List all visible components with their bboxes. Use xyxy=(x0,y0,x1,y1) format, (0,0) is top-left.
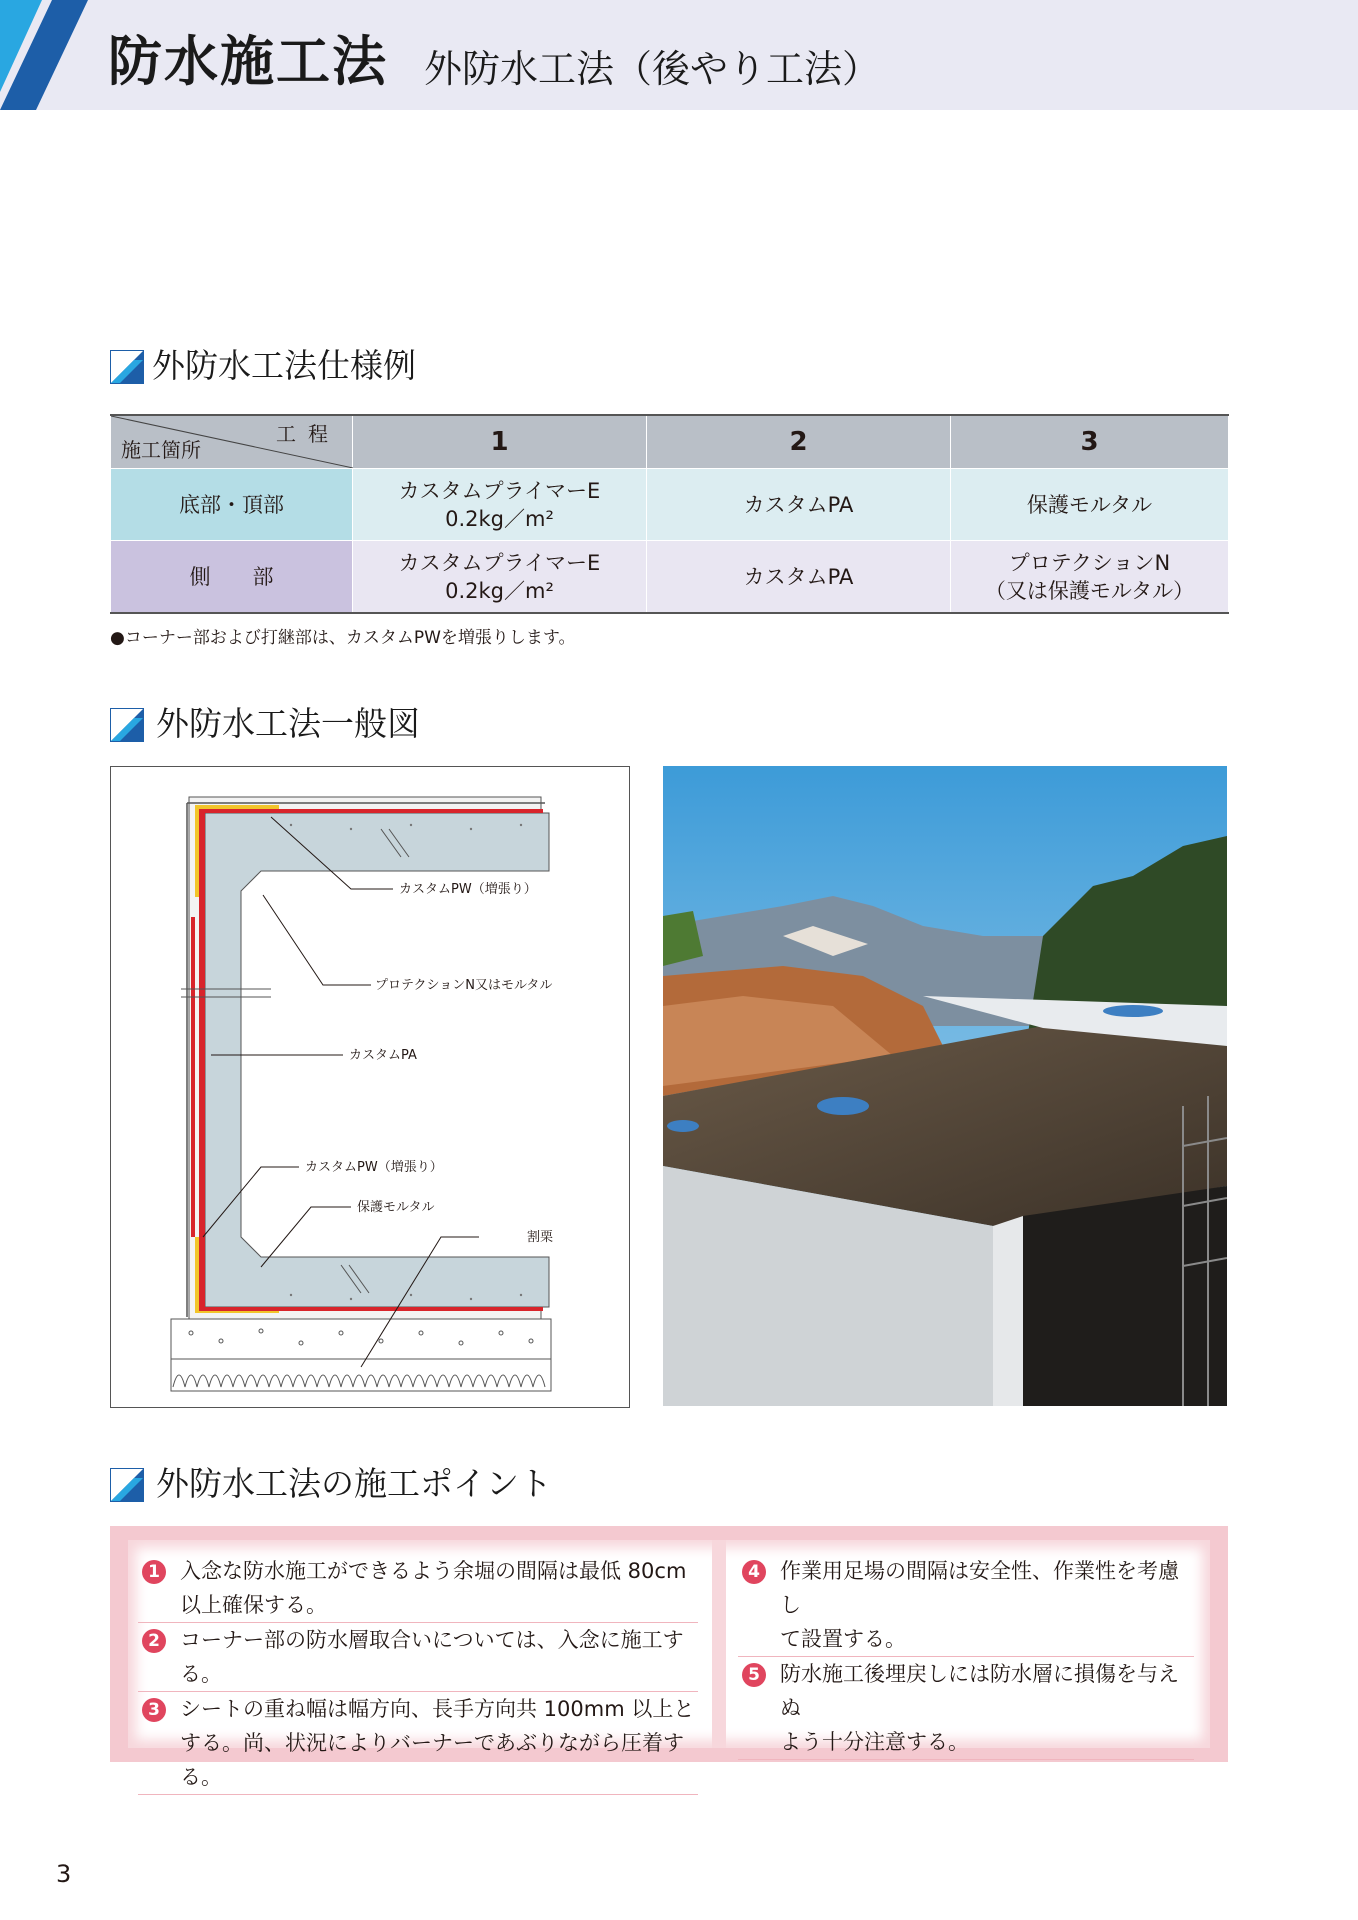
table-cell xyxy=(353,541,647,614)
spec-table xyxy=(110,414,1229,614)
page-title: 防水施工法 xyxy=(108,30,388,93)
table-header-row xyxy=(111,415,1229,469)
table-cell: カスタムPA xyxy=(647,469,951,541)
point-number-badge: 1 xyxy=(142,1560,166,1584)
table-row xyxy=(111,469,1229,541)
points-column-divider xyxy=(712,1540,726,1748)
section-title-spec: 外防水工法仕様例 xyxy=(152,346,416,385)
list-item xyxy=(138,1623,698,1692)
list-item xyxy=(138,1554,698,1623)
table-cell xyxy=(951,541,1229,614)
diagram-label-mortar: 保護モルタル xyxy=(357,1200,435,1215)
points-inner xyxy=(128,1540,1210,1789)
table-header-step-2: 2 xyxy=(647,415,951,469)
page-number: 3 xyxy=(56,1860,72,1888)
page-subtitle: 外防水工法（後やり工法） xyxy=(424,47,881,91)
cell-line: （又は保護モルタル） xyxy=(984,578,1195,603)
corner-label-location: 施工箇所 xyxy=(121,438,201,462)
cell-line: 0.2kg／m² xyxy=(445,506,554,531)
list-item xyxy=(738,1554,1194,1657)
diagram-label-pw-top: カスタムPW（増張り） xyxy=(399,882,537,897)
diagram-label-gravel: 割栗 xyxy=(527,1230,554,1245)
row-label: 底部・頂部 xyxy=(111,469,353,541)
cell-line: 0.2kg／m² xyxy=(445,578,554,603)
point-text: 入念な防水施工ができるよう余堀の間隔は最低 80cm xyxy=(180,1559,687,1583)
section-title-diagram: 外防水工法一般図 xyxy=(156,704,420,743)
section-marker-icon xyxy=(110,350,144,384)
cell-line: カスタムプライマーE xyxy=(398,478,601,503)
table-row xyxy=(111,541,1229,614)
construction-points-box xyxy=(110,1526,1228,1789)
points-column-right xyxy=(738,1554,1194,1760)
point-number-badge: 5 xyxy=(742,1663,766,1687)
page-header xyxy=(0,0,1358,110)
point-text: する。尚、状況によりバーナーであぶりながら圧着する。 xyxy=(180,1731,684,1789)
point-number-badge: 4 xyxy=(742,1560,766,1584)
list-item xyxy=(138,1692,698,1795)
point-text: コーナー部の防水層取合いについては、入念に施工する。 xyxy=(180,1628,684,1686)
diagram-label-protection: プロテクションN又はモルタル xyxy=(375,978,553,993)
list-item xyxy=(738,1657,1194,1760)
point-text: 以上確保する。 xyxy=(180,1593,327,1617)
section-title-points: 外防水工法の施工ポイント xyxy=(156,1464,552,1503)
corner-label-steps: 工程 xyxy=(276,422,340,446)
table-cell: 保護モルタル xyxy=(951,469,1229,541)
waterproofing-section-diagram xyxy=(110,766,630,1408)
point-number-badge: 2 xyxy=(142,1629,166,1653)
point-text: 作業用足場の間隔は安全性、作業性を考慮し xyxy=(780,1559,1179,1617)
table-corner-cell xyxy=(111,415,353,469)
cell-line: プロテクションN xyxy=(1008,550,1171,575)
diagram-label-pw-bottom: カスタムPW（増張り） xyxy=(305,1160,443,1175)
construction-site-photo xyxy=(663,766,1227,1406)
section-marker-icon xyxy=(110,1468,144,1502)
row-label: 側 部 xyxy=(111,541,353,614)
diagram-label-pa: カスタムPA xyxy=(349,1048,417,1063)
cell-line: カスタムプライマーE xyxy=(398,550,601,575)
table-header-step-1: 1 xyxy=(353,415,647,469)
point-number-badge: 3 xyxy=(142,1698,166,1722)
table-note: ●コーナー部および打継部は、カスタムPWを増張りします。 xyxy=(110,628,576,648)
point-text: シートの重ね幅は幅方向、長手方向共 100mm 以上と xyxy=(180,1697,695,1721)
point-text: 防水施工後埋戻しには防水層に損傷を与えぬ xyxy=(780,1662,1179,1720)
table-header-step-3: 3 xyxy=(951,415,1229,469)
table-cell: カスタムPA xyxy=(647,541,951,614)
header-stripe-graphic xyxy=(0,0,100,110)
section-marker-icon xyxy=(110,708,144,742)
points-column-left xyxy=(138,1554,698,1795)
point-text: よう十分注意する。 xyxy=(780,1730,969,1754)
point-text: て設置する。 xyxy=(780,1627,906,1651)
table-cell xyxy=(353,469,647,541)
